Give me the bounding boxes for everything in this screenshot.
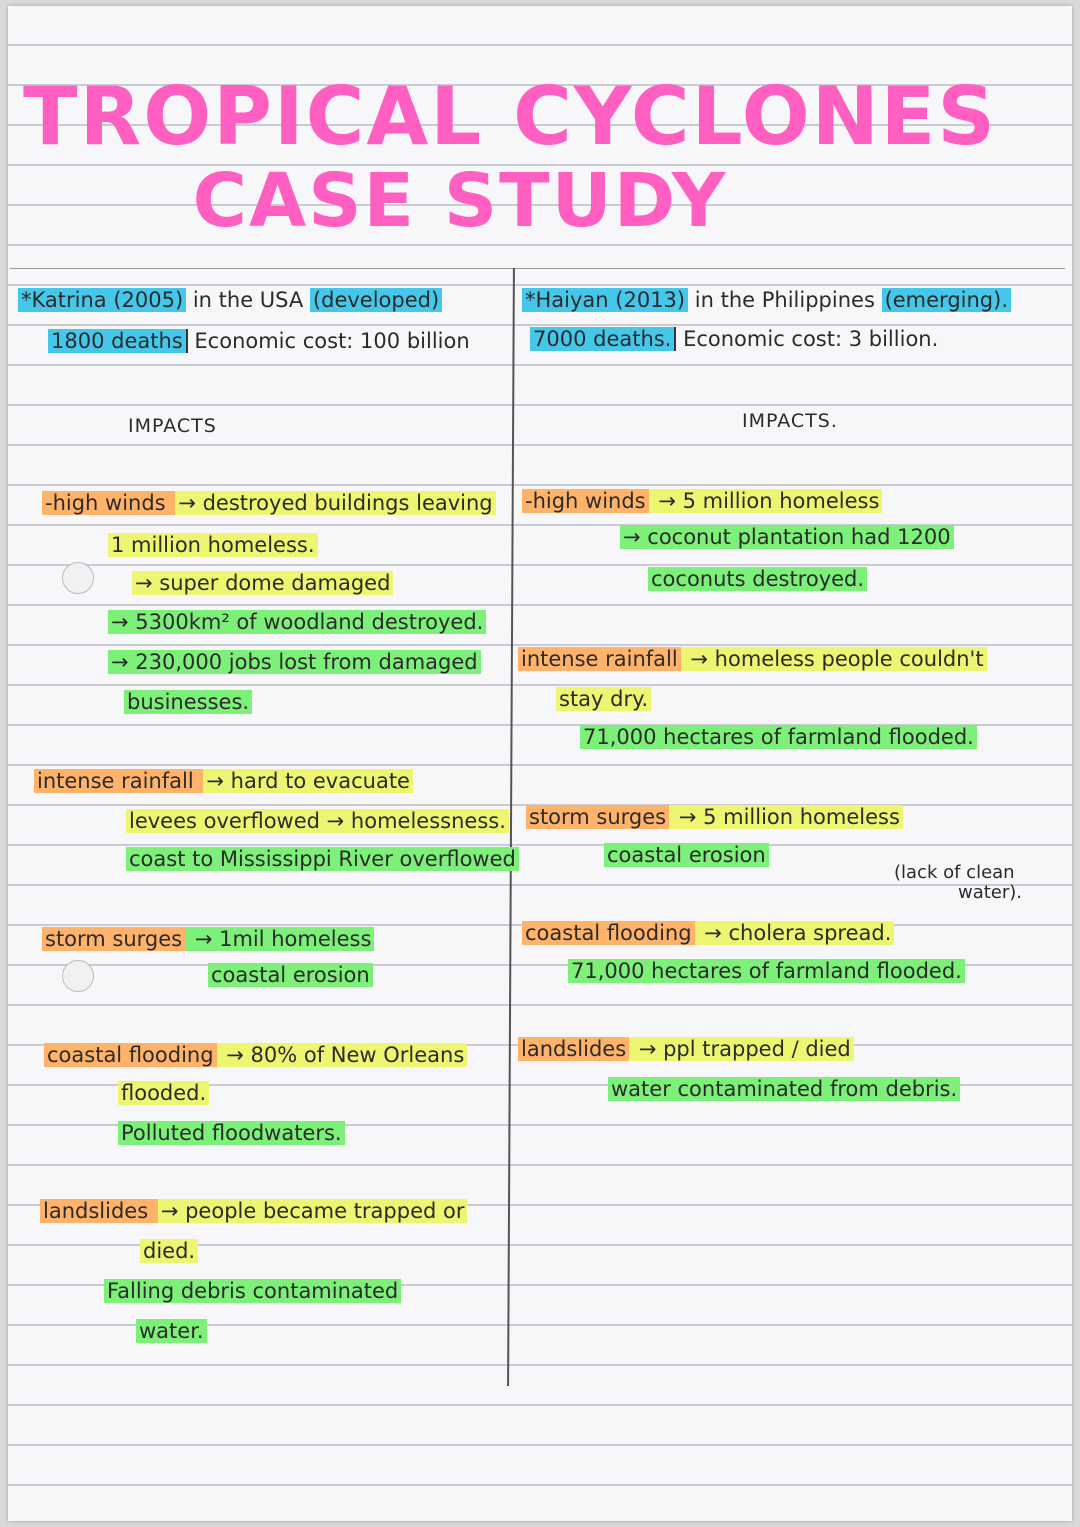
punch-hole — [62, 562, 94, 594]
left-line: coast to Mississippi River overflowed — [126, 846, 519, 872]
left-line: → 5300km² of woodland destroyed. — [108, 609, 486, 635]
left-line: levees overflowed → homelessness. — [126, 808, 509, 834]
right-annotation: (lack of clean — [894, 862, 1015, 883]
left-line: Falling debris contaminated — [104, 1278, 401, 1304]
left-header-line2: 1800 deaths Economic cost: 100 billion — [48, 328, 470, 354]
right-header-line2: 7000 deaths. Economic cost: 3 billion. — [530, 326, 938, 352]
right-line: storm surges → 5 million homeless — [526, 804, 903, 830]
left-impacts-heading: IMPACTS — [128, 415, 217, 437]
left-line: intense rainfall → hard to evacuate — [34, 768, 413, 794]
header-rule — [10, 268, 1065, 269]
right-line: 71,000 hectares of farmland flooded. — [580, 724, 977, 750]
right-line: water contaminated from debris. — [608, 1076, 960, 1102]
left-line: Polluted floodwaters. — [118, 1120, 345, 1146]
punch-hole — [62, 960, 94, 992]
right-line: coastal erosion — [604, 842, 769, 868]
right-impacts-heading: IMPACTS. — [742, 410, 838, 432]
page-subtitle: CASE STUDY — [192, 158, 728, 244]
right-line: intense rainfall → homeless people couldn't — [518, 646, 987, 672]
left-line: → super dome damaged — [132, 570, 393, 596]
left-line: died. — [140, 1238, 198, 1264]
right-line: stay dry. — [556, 686, 651, 712]
left-line: -high winds → destroyed buildings leaving — [42, 490, 496, 516]
left-line: coastal erosion — [208, 962, 373, 988]
right-line: → coconut plantation had 1200 — [620, 524, 954, 550]
right-line: landslides → ppl trapped / died — [518, 1036, 854, 1062]
left-line: businesses. — [124, 689, 252, 715]
left-header-line1: *Katrina (2005) in the USA (developed) — [18, 287, 442, 313]
left-line: water. — [136, 1318, 207, 1344]
left-line: 1 million homeless. — [108, 532, 318, 558]
left-line: coastal flooding → 80% of New Orleans — [44, 1042, 467, 1068]
page-title: TROPICAL CYCLONES — [23, 70, 997, 163]
right-line: -high winds → 5 million homeless — [522, 488, 882, 514]
right-annotation: water). — [958, 882, 1023, 903]
right-line: coastal flooding → cholera spread. — [522, 920, 894, 946]
right-header-line1: *Haiyan (2013) in the Philippines (emerging). — [522, 287, 1011, 313]
right-line: 71,000 hectares of farmland flooded. — [568, 958, 965, 984]
left-line: landslides → people became trapped or — [40, 1198, 467, 1224]
left-line: → 230,000 jobs lost from damaged — [108, 649, 481, 675]
right-line: coconuts destroyed. — [648, 566, 867, 592]
left-line: flooded. — [118, 1080, 209, 1106]
left-line: storm surges → 1mil homeless — [42, 926, 374, 952]
